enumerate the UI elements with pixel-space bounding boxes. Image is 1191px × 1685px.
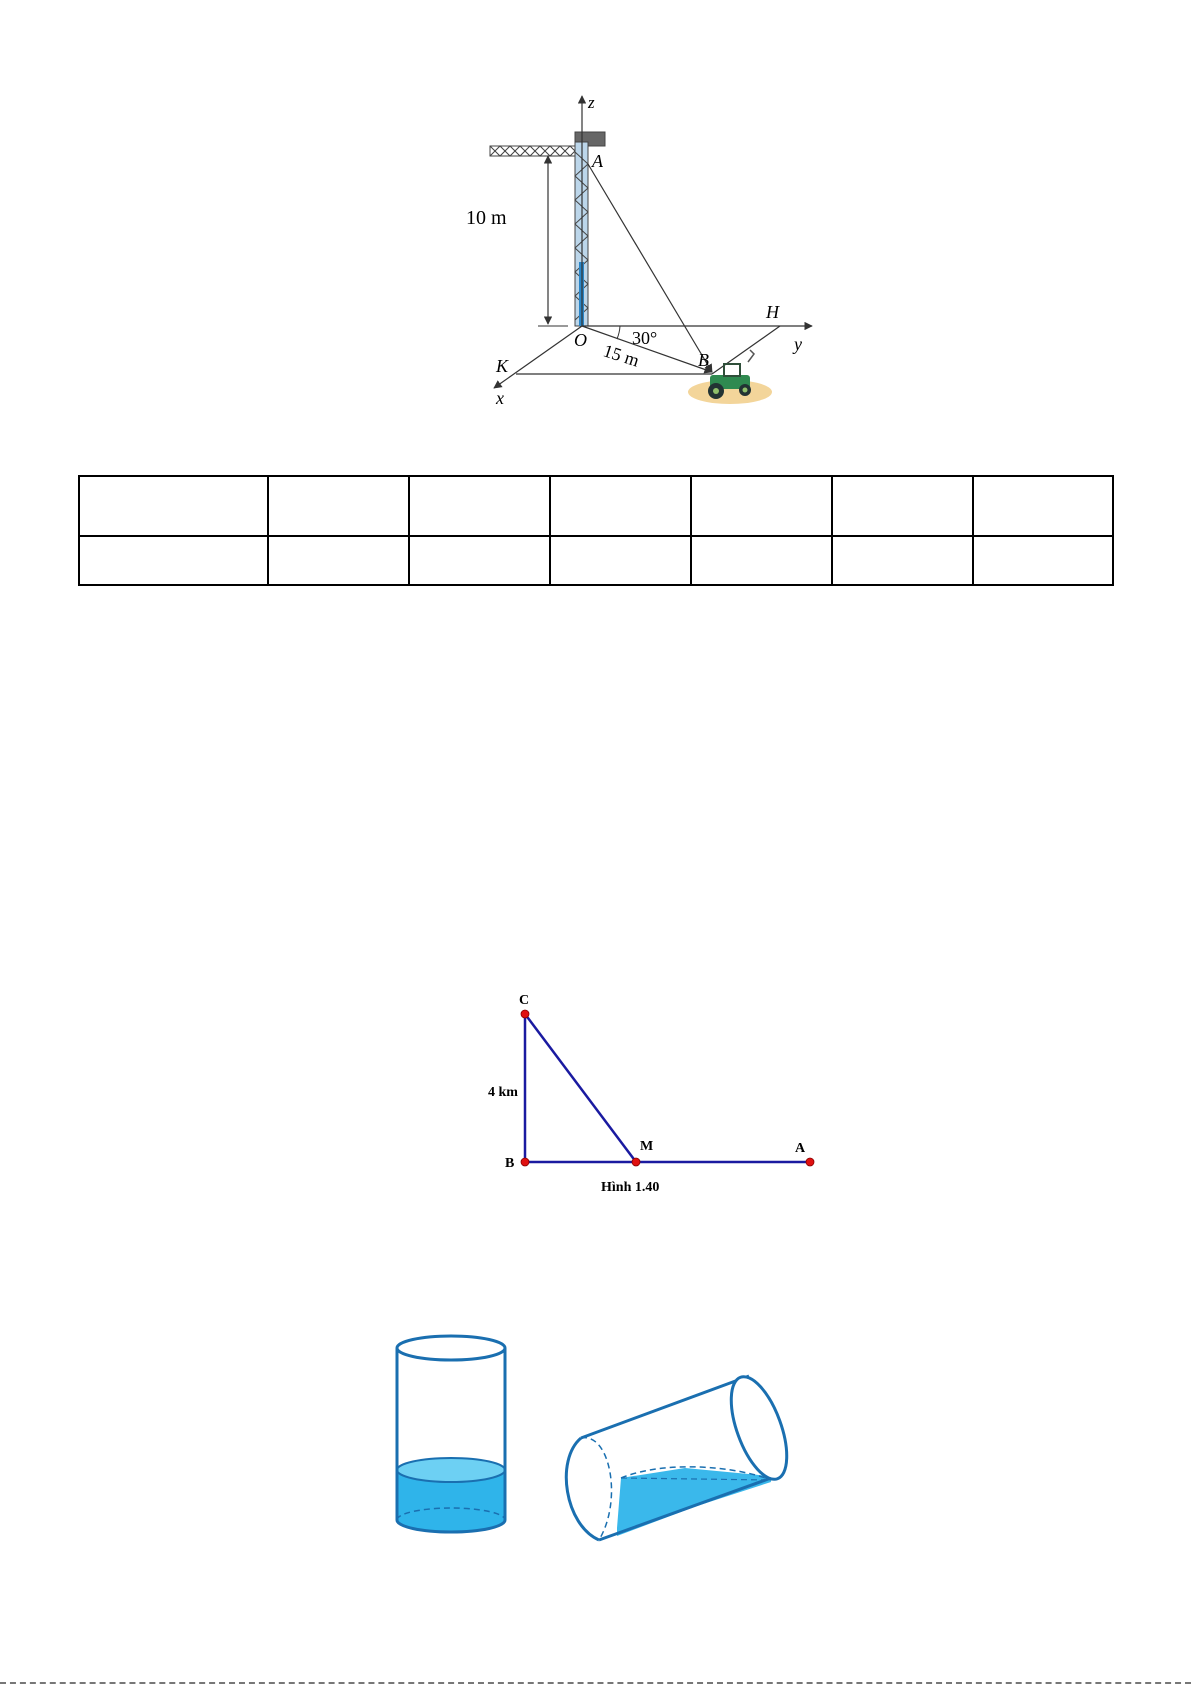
table-cell [973,476,1113,536]
table-cell [691,476,832,536]
point-a-label: A [795,1141,806,1156]
point-a [806,1158,814,1166]
point-h-label: H [766,302,779,322]
point-m [632,1158,640,1166]
point-c-label: C [519,993,530,1008]
point-b [521,1158,529,1166]
point-a-label: A [592,151,603,171]
line-bh [712,326,780,374]
angle-label: 30° [632,328,658,348]
table-row [79,536,1113,585]
table-cell [973,536,1113,585]
point-b-label: B [698,350,709,370]
side-label: 4 km [488,1085,518,1100]
axis-z-label: z [588,93,595,112]
table-cell [550,536,691,585]
table-cell [409,476,550,536]
axis-y-label: y [794,334,802,354]
crane-3d-figure [466,92,820,408]
table-cell [409,536,550,585]
table-cell [79,536,268,585]
table-cell [691,536,832,585]
point-b-label: B [505,1156,515,1171]
table-cell [268,476,409,536]
figure-caption: Hình 1.40 [601,1180,660,1195]
table-cell [268,536,409,585]
point-k-label: K [496,356,509,376]
triangle-figure [475,990,825,1200]
table-cell [79,476,268,536]
point-m-label: M [640,1139,654,1154]
table-row [79,476,1113,536]
point-c [521,1010,529,1018]
height-label: 10 m [466,207,507,229]
point-o-label: O [574,330,587,350]
axis-x-label: x [496,388,504,408]
segment-cm [525,1014,636,1162]
upright-cup [397,1336,505,1532]
table-cell [832,536,973,585]
distance-label: 15 m [600,340,642,371]
table-cell [550,476,691,536]
cups-figure [385,1320,815,1560]
page-bottom-rule [0,1682,1191,1684]
table-cell [832,476,973,536]
data-table [78,475,1114,586]
tilted-cup [566,1370,798,1544]
